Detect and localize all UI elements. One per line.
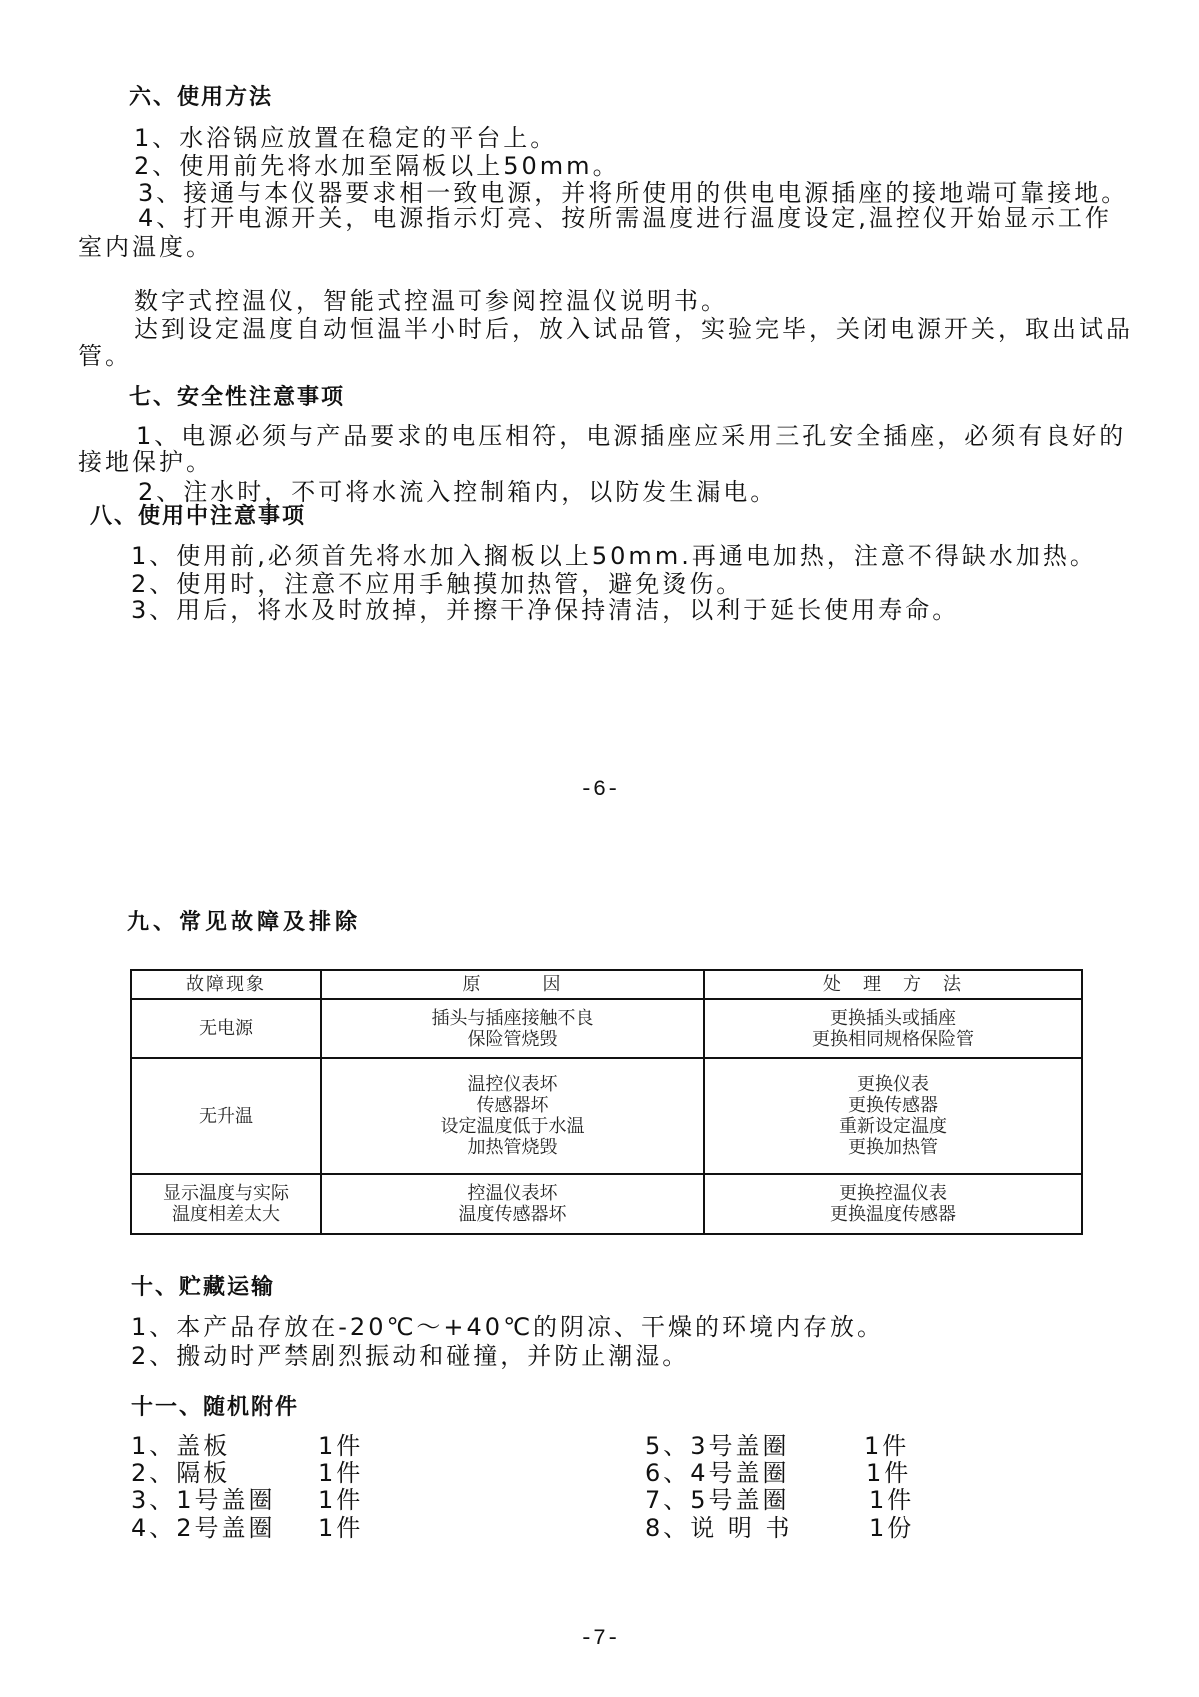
section-6-line: 2、使用前先将水加至隔板以上50mm。 (134, 152, 620, 180)
section-7-heading: 七、安全性注意事项 (129, 385, 346, 410)
accessory-qty: 1件 (318, 1514, 364, 1542)
section-8-line: 1、使用前,必须首先将水加入搁板以上50mm.再通电加热，注意不得缺水加热。 (131, 542, 1097, 570)
cell-line: 加热管烧毁 (467, 1137, 558, 1158)
fix-cell (704, 1174, 1082, 1234)
symptom-cell (131, 1058, 321, 1174)
section-7-line: 1、电源必须与产品要求的电压相符，电源插座应采用三孔安全插座，必须有良好的 (136, 422, 1127, 450)
section-6-line: 4、打开电源开关，电源指示灯亮、按所需温度进行温度设定,温控仪开始显示工作 (138, 204, 1112, 232)
cell-line: 更换插头或插座 (830, 1007, 956, 1029)
accessory-name: 4、2号盖圈 (131, 1514, 276, 1542)
section-6-line: 管。 (78, 342, 132, 370)
accessory-qty: 1件 (318, 1486, 364, 1514)
cell-line: 无电源 (199, 1018, 253, 1039)
symptom-cell (131, 999, 321, 1058)
cell-line: 插头与插座接触不良 (431, 1007, 594, 1029)
cell-line: 保险管烧毁 (467, 1028, 558, 1050)
section-10-line: 1、本产品存放在-20℃～+40℃的阴凉、干燥的环境内存放。 (131, 1313, 885, 1341)
cell-line: 设定温度低于水温 (440, 1116, 585, 1137)
fix-cell (704, 1058, 1082, 1174)
cell-line: 显示温度与实际 (163, 1183, 289, 1204)
section-6-line: 室内温度。 (78, 233, 213, 261)
section-11-heading: 十一、随机附件 (131, 1395, 300, 1420)
section-8-heading: 八、使用中注意事项 (90, 504, 307, 529)
page-number: -7- (579, 1626, 620, 1651)
cell-line: 更换控温仪表 (839, 1183, 947, 1204)
cell-line: 温控仪表坏 (467, 1074, 558, 1095)
accessory-qty: 1件 (318, 1432, 364, 1460)
cause-cell (321, 999, 704, 1058)
table-row (131, 1058, 1082, 1174)
cell-line: 温度传感器坏 (458, 1204, 567, 1225)
cell-line: 更换加热管 (848, 1137, 938, 1158)
table-header: 故障现象 (131, 970, 321, 999)
table-header: 处 理 方 法 (704, 970, 1082, 999)
cell-line: 温度相差太大 (172, 1204, 280, 1225)
section-9-heading: 九、常见故障及排除 (127, 910, 362, 935)
table-header: 原 因 (321, 970, 704, 999)
accessory-name: 6、4号盖圈 (645, 1459, 790, 1487)
accessory-qty: 1份 (869, 1514, 915, 1542)
accessory-qty: 1件 (866, 1459, 912, 1487)
section-6-line: 数字式控温仪，智能式控温可参阅控温仪说明书。 (134, 287, 728, 315)
section-6-heading: 六、使用方法 (129, 85, 274, 110)
accessory-name: 8、说 明 书 (645, 1514, 793, 1542)
table-row (131, 1174, 1082, 1234)
page-number: -6- (579, 777, 620, 802)
cell-line: 更换温度传感器 (830, 1204, 956, 1225)
cell-line: 更换仪表 (857, 1074, 929, 1095)
table-row (131, 999, 1082, 1058)
cause-cell (321, 1174, 704, 1234)
section-7-line: 2、注水时，不可将水流入控制箱内，以防发生漏电。 (138, 478, 778, 506)
accessory-name: 5、3号盖圈 (645, 1432, 790, 1460)
cell-line: 更换传感器 (848, 1095, 938, 1116)
section-10-line: 2、搬动时严禁剧烈振动和碰撞，并防止潮湿。 (131, 1342, 690, 1370)
section-10-heading: 十、贮藏运输 (131, 1275, 276, 1300)
cell-line: 传感器坏 (476, 1095, 549, 1116)
cell-line: 重新设定温度 (839, 1116, 947, 1137)
fix-cell (704, 999, 1082, 1058)
section-8-line: 2、使用时，注意不应用手触摸加热管，避免烫伤。 (131, 570, 744, 598)
accessory-name: 7、5号盖圈 (645, 1486, 790, 1514)
accessory-qty: 1件 (318, 1459, 364, 1487)
accessory-name: 1、盖板 (131, 1432, 231, 1460)
cell-line: 更换相同规格保险管 (812, 1028, 974, 1050)
section-8-line: 3、用后，将水及时放掉，并擦干净保持清洁，以利于延长使用寿命。 (131, 596, 960, 624)
cell-line: 无升温 (199, 1105, 253, 1127)
table-header-row (131, 970, 1082, 999)
symptom-cell (131, 1174, 321, 1234)
cell-line: 控温仪表坏 (467, 1183, 558, 1204)
section-6-line: 达到设定温度自动恒温半小时后，放入试品管，实验完毕，关闭电源开关，取出试品 (134, 315, 1133, 343)
accessory-name: 2、隔板 (131, 1459, 231, 1487)
section-7-line: 接地保护。 (78, 448, 213, 476)
accessory-name: 3、1号盖圈 (131, 1486, 276, 1514)
section-6-line: 3、接通与本仪器要求相一致电源，并将所使用的供电电源插座的接地端可靠接地。 (138, 179, 1129, 207)
accessory-qty: 1件 (864, 1432, 910, 1460)
section-6-line: 1、水浴锅应放置在稳定的平台上。 (134, 124, 558, 152)
accessory-qty: 1件 (869, 1486, 915, 1514)
troubleshooting-table (130, 969, 1083, 1235)
cause-cell (321, 1058, 704, 1174)
